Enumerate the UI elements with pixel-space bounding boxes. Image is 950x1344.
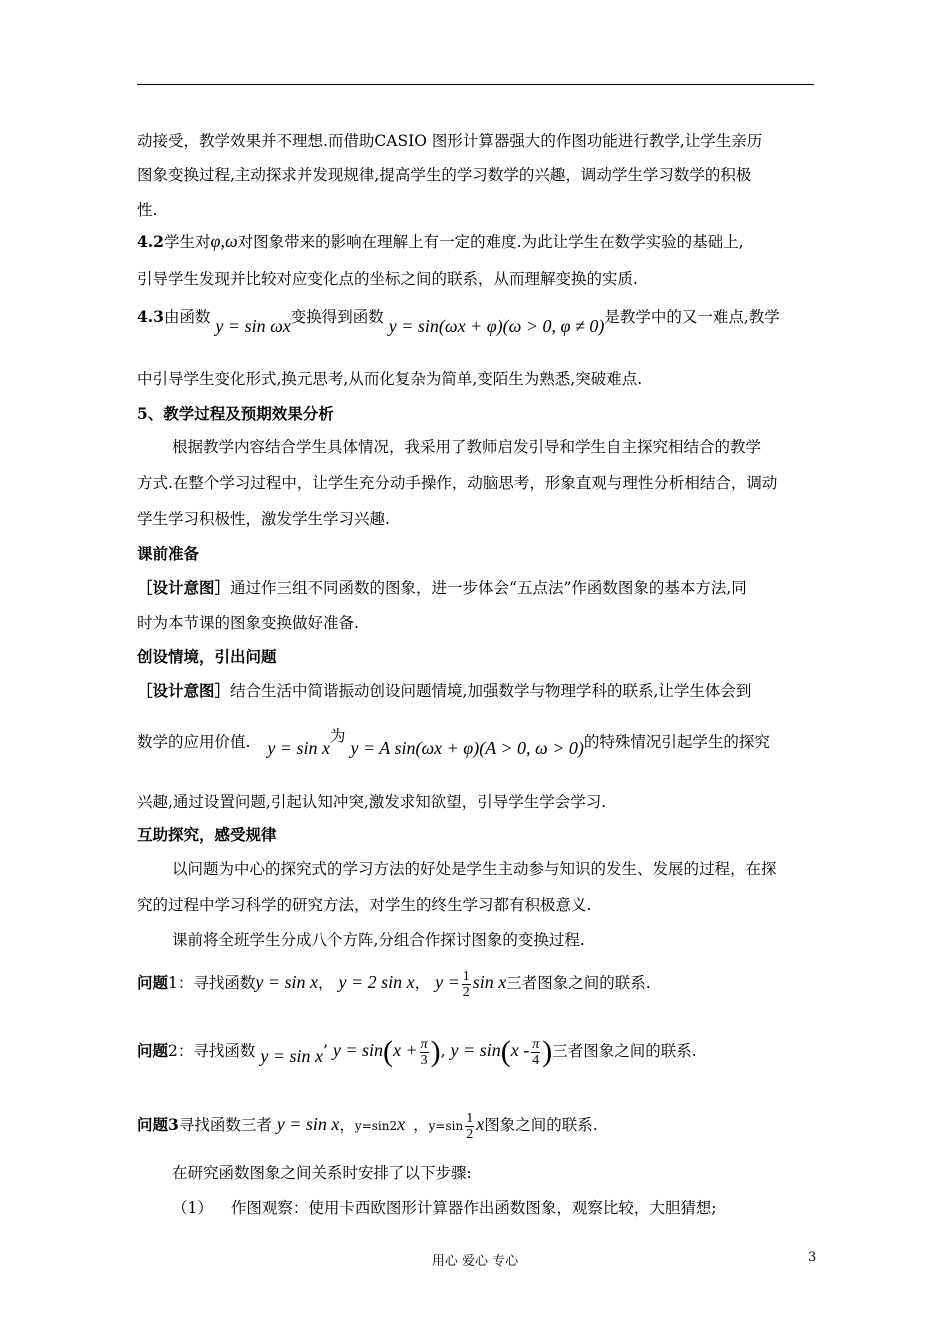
paragraph-line: 兴趣,通过设置问题,引起认知冲突,激发求知欲望，引导学生学会学习. [137, 793, 607, 811]
paragraph-line: 时为本节课的图象变换做好准备. [137, 614, 359, 632]
math-symbols: φ,ω [210, 231, 238, 251]
problem-2: 问题2：寻找函数 y = sin x’ y = sin(x + $\frac{\pi}{3}$ ), y = sin(x - $\frac{\pi}{4}$ )三者图象之间的联系. [137, 1035, 697, 1068]
page-number: 3 [808, 1250, 817, 1265]
subsection-heading: 互助探究，感受规律 [137, 825, 277, 844]
design-intent-tag: ［设计意图］ [137, 578, 231, 597]
design-intent-tag: ［设计意图］ [137, 681, 231, 700]
fraction: $\frac{\pi}{3}$ [420, 1036, 428, 1068]
paragraph-line: 图象变换过程,主动探求并发现规律,提高学生的学习数学的兴趣，调动学生学习数学的积极 [137, 166, 752, 184]
paragraph-line: 方式.在整个学习过程中，让学生充分动手操作，动脑思考，形象直观与理性分析相结合，调动 [137, 474, 778, 492]
fraction: $\frac{1}{2}$ [466, 1110, 474, 1142]
math-formula: y = sin x [260, 1046, 323, 1066]
paragraph-line: 学生学习积极性，激发学生学习兴趣. [137, 510, 390, 528]
section-number: 4.2 [137, 232, 164, 251]
paragraph-line: 性. [137, 201, 158, 219]
paragraph-line: 以问题为中心的探究式的学习方法的好处是学生主动参与知识的发生、发展的过程，在探 [172, 860, 777, 878]
math-formula: y = sin x [276, 1114, 340, 1134]
section-4-3-line: 4.3由函数 y = sin ωx变换得到函数 y = sin(ωx + φ)(ω > 0, φ ≠ 0)是教学中的又一难点,教学 [137, 307, 780, 336]
paragraph-line: 究的过程中学习科学的研究方法，对学生的终生学习都有积极意义. [137, 896, 592, 914]
problem-3: 问题3寻找函数三者 y = sin x，y=sin2x ，y=sin $\frac{1}{2}$ x图象之间的联系. [137, 1110, 598, 1142]
page-footer: 用心 爱心 专心 [431, 1254, 519, 1269]
step-number: （1） [172, 1199, 213, 1217]
problem-1: 问题1：寻找函数y = sin x， y = 2 sin x， y = $\frac{1}{2}$ sin x三者图象之间的联系. [137, 968, 651, 1000]
section-number: 4.3 [137, 307, 164, 326]
paragraph-line: 引导学生发现并比较对应变化点的坐标之间的联系，从而理解变换的实质. [137, 270, 638, 288]
paragraph-line: ［设计意图］通过作三组不同函数的图象，进一步体会“五点法”作函数图象的基本方法,同 [137, 578, 747, 597]
section-4-2-line: 4.2学生对φ,ω对图象带来的影响在理解上有一定的难度.为此让学生在数学实验的基础上, [137, 231, 744, 251]
math-formula: y = sin [332, 1040, 384, 1060]
paragraph-line: 课前将全班学生分成八个方阵,分组合作探讨图象的变换过程. [172, 931, 585, 949]
math-formula: y = [435, 972, 460, 992]
section-heading: 5、教学过程及预期效果分析 [137, 404, 334, 423]
paragraph-line: 中引导学生变化形式,换元思考,从而化复杂为简单,变陌生为熟悉,突破难点. [137, 370, 643, 388]
paragraph-line: 数学的应用价值. y = sin x为 y = A sin(ωx + φ)(A > 0, ω > 0)的特殊情况引起学生的探究 [137, 727, 770, 758]
math-formula: y = sin(ωx + φ)(ω > 0, φ ≠ 0) [388, 316, 605, 336]
subsection-heading: 创设情境，引出问题 [137, 647, 277, 666]
paragraph-line: ［设计意图］结合生活中简谐振动创设问题情境,加强数学与物理学科的联系,让学生体会到 [137, 681, 752, 700]
fraction: $\frac{\pi}{4}$ [532, 1036, 540, 1068]
paragraph-line: 根据教学内容结合学生具体情况，我采用了教师启发引导和学生自主探究相结合的教学 [172, 438, 762, 456]
paragraph-line: 动接受，教学效果并不理想.而借助CASIO 图形计算器强大的作图功能进行教学,让学生亲历 [137, 132, 763, 150]
paragraph-line: 在研究函数图象之间关系时安排了以下步骤: [172, 1164, 472, 1182]
step-item: （1） 作图观察：使用卡西欧图形计算器作出函数图象，观察比较，大胆猜想; [172, 1199, 717, 1217]
subsection-heading: 课前准备 [137, 544, 200, 563]
math-formula: y = A sin(ωx + φ)(A > 0, ω > 0) [350, 738, 584, 758]
math-formula: y = sin ωx [215, 316, 291, 336]
math-formula: y = sin x [267, 738, 331, 758]
fraction: $\frac{1}{2}$ [462, 968, 470, 1000]
math-formula: y = sin x [255, 972, 319, 992]
math-formula: y = 2 sin x [338, 972, 415, 992]
math-formula: y = sin [450, 1040, 501, 1060]
header-rule [137, 84, 814, 85]
